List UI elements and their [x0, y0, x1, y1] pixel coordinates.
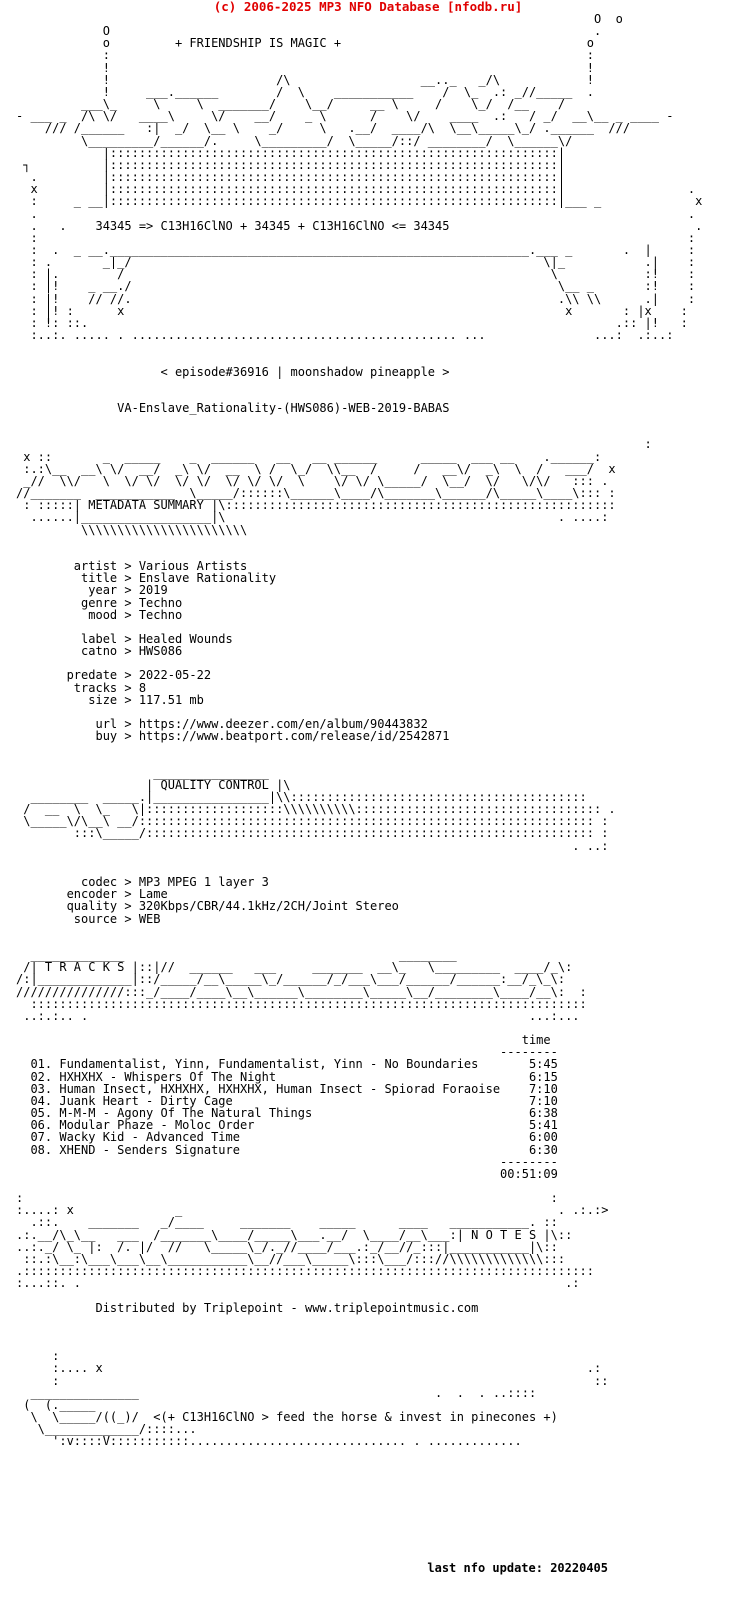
site-banner: (c) 2006-2025 MP3 NFO Database [nfodb.ru] — [213, 0, 523, 14]
last-update: last nfo update: 20220405 — [427, 1561, 608, 1575]
nfo-text: O o O . o + FRIENDSHIP IS MAGIC + o : : ! ! ! /\ __.._ _/\ ! ! ___.______ / \ ___________ / \_ .: _//_____ . ___\_ \ \ _______/ \__/ __ \ / \_/ /__ / - ___ _ /\ \/ ____\ \/ __/ _ \ / \/ ____ .: / _/ __\__ _ ____ - /// /______ :| _/ \__ \ _/ \ .__/ ____/\ \__\_____\_/ .______ /// \_________/______/. \_________/ \_____/::/ ________/ \______\/ |::::::::::::::::::::::::::::::::::::::::::::::::::::::::::::::| ┐ |::::::::::::::::::::::::::::::::::::::::::::::::::::::::::::::| . |::::::::::::::::::::::::::::::::::::::::::::::::::::::::::::::| x |::::::::::::::::::::::::::::::::::::::::::::::::::::::::::::::| . : _ __|::::::::::::::::::::::::::::::::::::::::::::::::::::::::::::::|___ _ x . . . . 34345 => C13H16ClNO + 34345 + C13H16ClNO <= 34345 . : : : . _ __.__________________________________________________________.___ _ . | : : . _|_/ \|_ .| : : |. / \ :! : : |! _ __./ \__ _ :! : : |! // //. .\\ \\ .| : : |! : x x : |x : : !: ::. .:: |! : :..:. ..... . ............................................. ... ...: .:..: < episode#36916 | moonshadow pineapple > VA-Enslave_Rationality-(HWS086)-WEB-2019-BABAS : x :: _ _____ _ ______ __ __ ______ _____ ___ __ .______: :.:\__ __\ \/ __/ _\ \/ __ \ / \_/ \\__ / / __\/ _\ \ / ___/ x _// \\/ \ \/ \/ \/ \/ \/ \/ \/ \ \/ \/ \_____/ \__/ \/ \/\/ ::: . //_______ ___________ \_____/::::::\______\____/\_______\______/\_____\____\::: : : :::::| METADATA SUMMARY |\:::::::::::::::::::::::::::::::::::::::::::::::::::::: ......|__________________|\ . ....: \\\\\\\\\\\\\\\\\\\\\\\ artist > Various Artists title > Enslave Rationality year > 2019 genre > Techno mood > Techno label > Healed Wounds catno > HWS086 predate > 2022-05-22 tracks > 8 size > 117.51 mb url > https://www.deezer.com/en/album/90443832 buy > https://www.beatport.com/release/id/2542871 ________________ | QUALITY CONTROL |\ ________ _____.|________________|\\::::::::::::::::::::::::::::::::::::::::: / __ \ \_ \|:::::::::::::::::::\\\\\\\\\\:::::::::::::::::::::::::::::::::: . \_____\/\__\ __/::::::::::::::::::::::::::::::::::::::::::::::::::::::::::::::: : :::\_____/:::::::::::::::::::::::::::::::::::::::::::::::::::::::::::::: : . ..: codec > MP3 MPEG 1 layer 3 encoder > Lame quality > 320Kbps/CBR/44.1kHz/2CH/Joint Stereo source > WEB _____________ ________ /| T R A C K S |::|// ______ ___ _______ __\_ \_________ ____/_\: /:|_____________|::/_____/__\_____\_/______/_/___\___/______/______:__/_\_\: ///////////////:::_/____/____\__\______\________\_____\__/________\____/__\: : ::::::::::::::::::::::::::::::::::::::::::::::::::::::::::::::::::::::::::::: ..:.:.. . ...:... time -------- 01. Fundamentalist, Yinn, Fundamentalist, Yinn - No Boundaries 5:45 02. HXHXHX - Whispers Of The Night 6:15 03. Human Insect, HXHXHX, HXHXHX, Human Insect - Spiorad Foraoise 7:10 04. Juank Heart - Dirty Cage 7:10 05. M-M-M - Agony Of The Natural Things 6:38 06. Modular Phaze - Moloc Order 5:41 07. Wacky Kid - Advanced Time 6:00 08. XHEND - Senders Signature 6:30 -------- 00:51:09 : : :....: x _ . .:.:> .::. _______ _/____ _______ _____ ____ ___________. :: .:.__/\_\__ ___ /_______\____/_____\___.__/ \____/__\___:| N O T E S |\:: ..:._/ \_ |: /. |/ // \_____\_/._//____/___.:_/__//_:::|___________|\:: ::.:\__:\___\___\__\___________\__//___\_____\:::\___/::://\\\\\\\\\\\\\::: .::::::::::::::::::::::::::::::::::::::::::::::::::::::::::::::::::::::::::::::: :...::. . .: Distributed by Triplepoint - www.triplepointmusic.com : :.... x .: : :: _______________ . . . ..:::: ( (._____ \ \_____/((_)/ <(+ C13H16ClNO > feed the horse & invest in pinecones +) \_____________/::::... ':v::::V:::::::::::.............................. . ............. — [16, 12, 703, 1449]
nfo-document — [16, 13, 702, 1447]
